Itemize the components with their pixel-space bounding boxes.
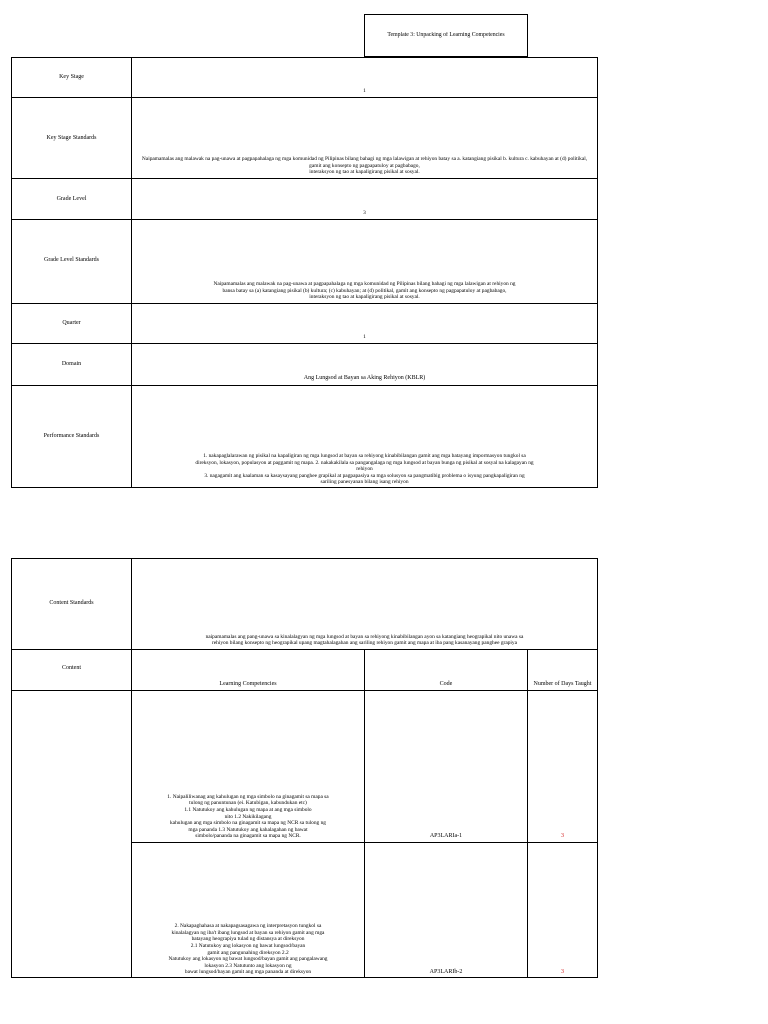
row-quarter-value-cell [131,303,598,344]
row-key-stage-value-cell [131,57,598,98]
domain-value: Ang Lungsod at Bayan sa Aking Rehiyon (KBLR) [303,375,426,382]
quarter-value: 1 [363,334,366,341]
competency-text: 2. Nakapaghahasa at nakapagsasagawa ng interpretasyon tungkol sa kinalalagyan ng iba't ibang lungsod at bayan sa rehiyon gamit ang mga batayang heograpiya tulad ng distansya at direksyon 2.1 Natutukoy ang lokasyon ng bawat lungsod/bayan gamit ang pangunahing direksyon 2.2 Natutukoy ang lokasyon ng bawat lungsod/bayan gamit ang pangalawang lokasyon 2.3 Natutunto ang lokasyon ng bawat lungsod/bayan gamit ang mga pananda at direksyon [168,923,328,976]
grade-level-label: Grade Level [56,196,87,202]
code-value: AP3LARIb-2 [429,969,463,975]
row-content-standards-label-cell [11,558,132,650]
header-learning-competencies-cell [131,649,365,691]
row-grade-level-value-cell [131,178,598,220]
header-content: Content [62,665,81,671]
template-title-box [364,14,528,57]
row-performance-standards-value-cell [131,385,598,488]
header-learning-competencies: Learning Competencies [219,681,277,687]
row-quarter-label-cell [11,303,132,344]
performance-standards-label: Performance Standards [43,433,100,439]
domain-label: Domain [61,361,82,367]
row-grade-level-standards-label-cell [11,219,132,304]
content-column-cell [11,690,132,978]
code-cell [364,690,528,843]
row-performance-standards-label-cell [11,385,132,488]
days-cell [527,690,598,843]
key-stage-standards-value: Naipamamalas ang malawak na pag-unawa at pagpapahalaga ng mga komunidad ng Pilipinas bilang bahagi ng mga lalawigan at rehiyon batay sa a. katangiang pisikal b. kultura c. kabuhayan at (d) politikal, gamit ang konsepto ng pagpapatuloy at pagbabago, interaksyon ng tao at kapaligirang pisikal at sosyal. [141,156,588,176]
row-domain-label-cell [11,343,132,386]
days-value: 3 [561,969,564,975]
key-stage-value: 1 [363,88,366,95]
header-content-cell [11,649,132,691]
grade-level-standards-label: Grade Level Standards [44,257,99,263]
header-code: Code [439,681,453,687]
row-key-stage-label-cell [11,57,132,98]
content-standards-value: naipamamalas ang pang-unawa sa kinalalagyan ng mga lungsod at bayan sa rehiyong kinabibilangan ayon sa katangiang heograpikal nito unawa sa rehiyon bilang konsepto ng heograpikal upang magtahalagahan ang sariling rehiyon gamit ang mapa at iba pang kasanayang panghee grapiya [205,633,524,647]
grade-level-standards-value: Naipamamalas ang malawak na pag-unawa at pagpapahalaga ng mga komunidad ng Pilipinas bilang bahagi ng mga lalawigan at rehiyon ng bansa batay sa (a) katangiang pisikal (b) kultura; (c) kabuhayan; at (d) politikal, gamit ang konsepto ng pagpapatuloy at pagbabago, interaksyon ng tao at kapaligirang pisikal at sosyal. [213,281,516,301]
quarter-label: Quarter [62,320,81,326]
key-stage-label: Key Stage [59,74,84,80]
row-key-stage-standards-label-cell [11,97,132,179]
code-cell [364,842,528,978]
header-code-cell [364,649,528,691]
competency-text: 1. Naipaliliwanag ang kahulugan ng mga simbolo na ginagamit sa mapa sa tulong ng panuntunan (ei. Katubigan, kabundukan etc) 1.1 Natutukoy ang kahulugan ng mapa at ang mga simbolo nito 1.2 Nakikilagang kahulugan ang mga simbolo na ginagamit sa mapa ng NCR sa tulong ng mga pananda 1.3 Natutukoy ang kahalagahan ng bawat simbolo/pananda na ginagamit sa mapa ng NCR. [167,793,329,840]
row-grade-level-label-cell [11,178,132,220]
days-value: 3 [561,833,564,839]
header-days: Number of Days Taught [533,681,592,687]
table-row [131,690,365,843]
row-domain-value-cell [131,343,598,386]
content-standards-label: Content Standards [49,600,94,606]
performance-standards-value: 1. nakapaglalarawan ng pisikal na kapaligiran ng mga lungsod at bayan sa rehiyong kinabibilangan gamit ang mga batayang impormasyon tungkol sa direksyon, lokasyon, populasyon at paggamit ng mapa. 2. nakakakilala sa pangangalaga ng mga lungsod at bayan bunga ng pisikal at sosyal na kalagayan ng rehiyon 3. nagagamit ang kaalaman sa kasaysayang panghee grapikal at pagpapasiya sa mga solusyon sa pangmatibig problema o isyung pangkapaligiran ng sariling panesyanan bilang isang rehiyon [195,453,534,486]
header-days-cell [527,649,598,691]
key-stage-standards-label: Key Stage Standards [46,135,97,141]
row-content-standards-value-cell [131,558,598,650]
template-title: Template 3: Unpacking of Learning Competencies [387,32,505,38]
days-cell [527,842,598,978]
grade-level-value: 3 [363,210,366,217]
code-value: AP3LARIa-1 [429,833,463,839]
table-row [131,842,365,978]
row-grade-level-standards-value-cell [131,219,598,304]
row-key-stage-standards-value-cell [131,97,598,179]
